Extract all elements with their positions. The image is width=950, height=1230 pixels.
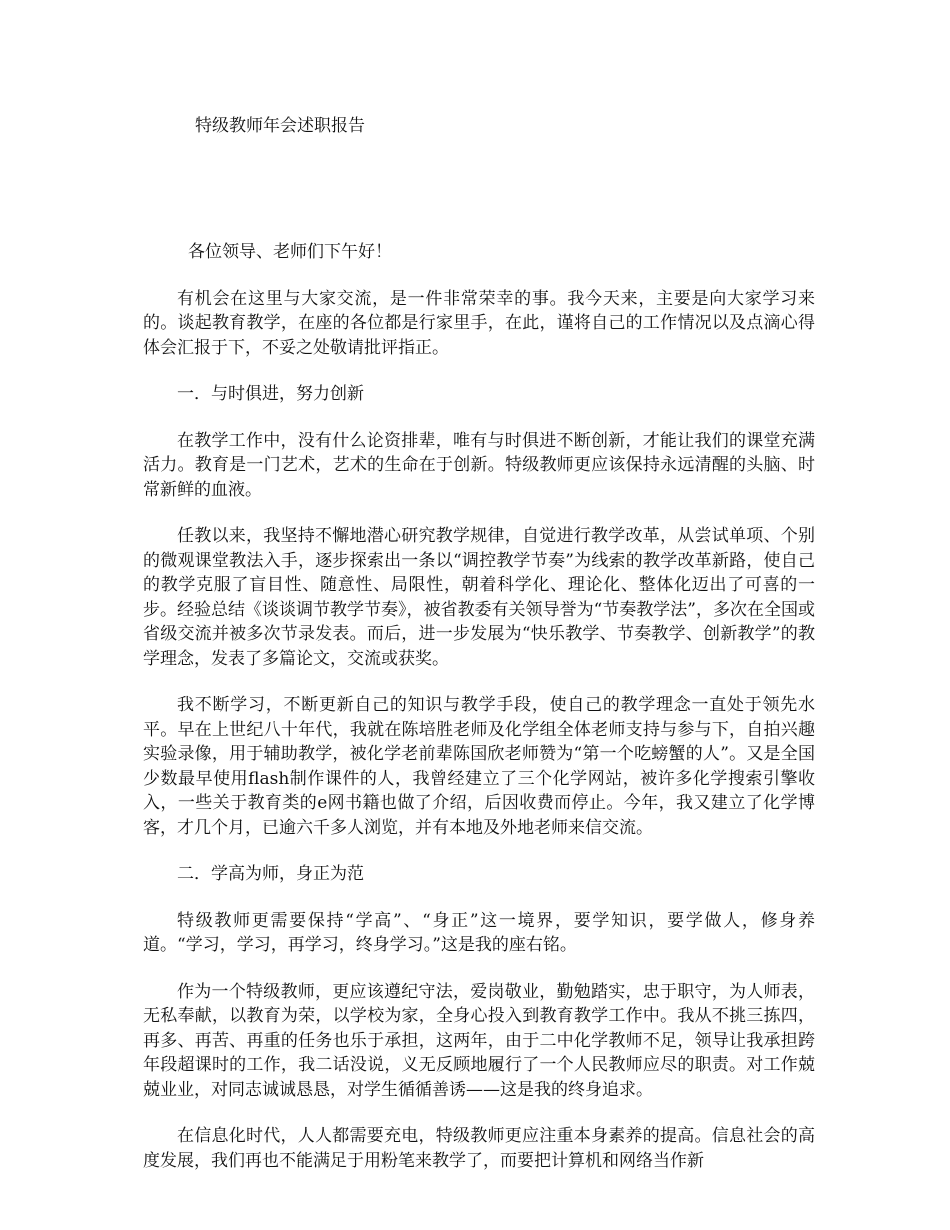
paragraph: 我不断学习，不断更新自己的知识与教学手段，使自己的教学理念一直处于领先水平。早在上世纪八十年代，我就在陈培胜老师及化学组全体老师支持与参与下，自拍兴趣实验录像，用于辅助教学，被化学老前辈陈国欣老师赞为“第一个吃螃蟹的人”。又是全国少数最早使用flash制作课件的人，我曾经建立了三个化学网站，被许多化学搜索引擎收入，一些关于教育类的e网书籍也做了介绍，后因收费而停止。今年，我又建立了化学博客，才几个月，已逾六千多人浏览，并有本地及外地老师来信交流。: [143, 695, 815, 838]
document-body: [143, 240, 815, 1195]
paragraph: 任教以来，我坚持不懈地潜心研究教学规律，自觉进行教学改革，从尝试单项、个别的微观课堂教法入手，逐步探索出一条以“调控教学节奏”为线索的教学改革新路，使自己的教学克服了盲目性、随意性、局限性，朝着科学化、理论化、整体化迈出了可喜的一步。经验总结《谈谈调节教学节奏》，被省教委有关领导誉为“节奏教学法”，多次在全国或省级交流并被多次节录发表。而后，进一步发展为“快乐教学、节奏教学、创新教学”的教学理念，发表了多篇论文，交流或获奖。: [143, 526, 815, 669]
paragraph: 特级教师更需要保持“学高”、“身正”这一境界，要学知识，要学做人，修身养道。“学习，学习，再学习，终身学习。”这是我的座右铭。: [143, 910, 815, 955]
paragraph: 在信息化时代，人人都需要充电，特级教师更应注重本身素养的提高。信息社会的高度发展，我们再也不能满足于用粉笔来教学了，而要把计算机和网络当作新: [143, 1126, 815, 1171]
greeting: 各位领导、老师们下午好！: [188, 242, 392, 262]
paragraph: 作为一个特级教师，更应该遵纪守法，爱岗敬业，勤勉踏实，忠于职守，为人师表，无私奉献，以教育为荣，以学校为家，全身心投入到教育教学工作中。我从不挑三拣四，再多、再苦、再重的任务也乐于承担，这两年，由于二中化学教师不足，领导让我承担跨年段超课时的工作，我二话没说，义无反顾地履行了一个人民教师应尽的职责。对工作兢兢业业，对同志诚诚恳恳，对学生循循善诱——这是我的终身追求。: [143, 981, 815, 1100]
paragraph: 在教学工作中，没有什么论资排辈，唯有与时俱进不断创新，才能让我们的课堂充满活力。教育是一门艺术，艺术的生命在于创新。特级教师更应该保持永远清醒的头脑、时常新鲜的血液。: [143, 430, 815, 500]
section-heading-2: 二．学高为师，身正为范: [177, 864, 364, 884]
document-title: 特级教师年会述职报告: [195, 116, 365, 136]
section-heading-1: 一．与时俱进，努力创新: [177, 384, 364, 404]
paragraph-intro: 有机会在这里与大家交流，是一件非常荣幸的事。我今天来，主要是向大家学习来的。谈起教育教学，在座的各位都是行家里手，在此，谨将自己的工作情况以及点滴心得体会汇报于下，不妥之处敬请批评指正。: [143, 288, 815, 358]
